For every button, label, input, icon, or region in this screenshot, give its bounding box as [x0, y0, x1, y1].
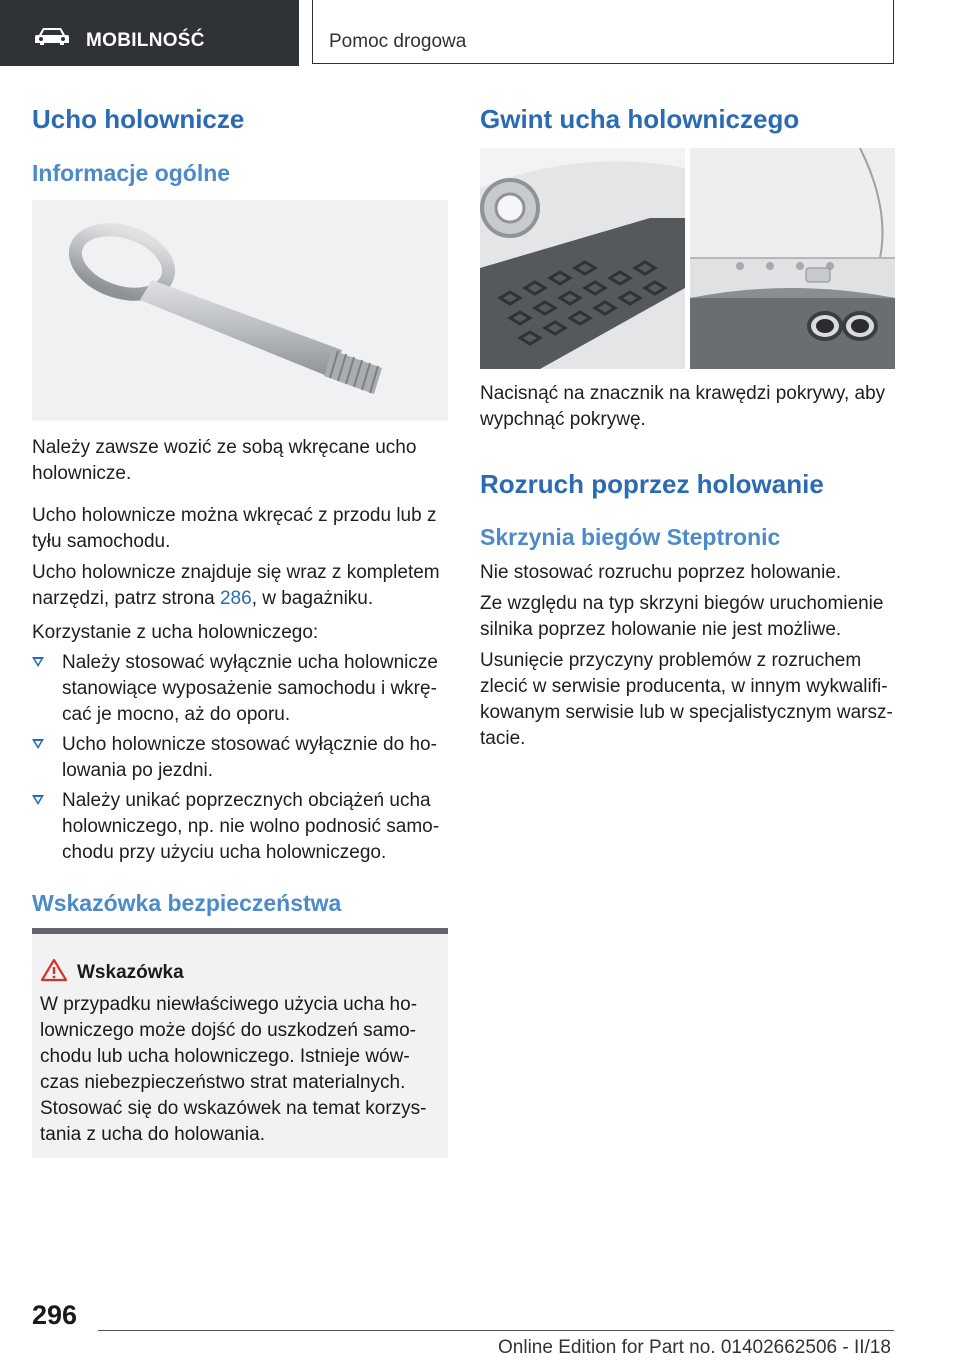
front-bumper-image: [480, 148, 685, 369]
header-chapter: [312, 0, 894, 64]
triangle-bullet-icon: [32, 657, 44, 667]
page-number: 296: [32, 1300, 78, 1330]
front-bumper-illustration: [480, 148, 685, 369]
warning-box: [32, 928, 448, 1158]
heading-tow-eye: Ucho holownicze: [32, 104, 245, 134]
paragraph-usage-intro: Korzystanie z ucha holowniczego:: [32, 622, 319, 643]
heading-thread: Gwint ucha holowniczego: [480, 104, 800, 134]
subheading-general-info: Informacje ogólne: [32, 160, 231, 186]
heading-tow-start: Rozruch poprzez holowanie: [480, 469, 824, 499]
tow-eye-image: [32, 200, 448, 421]
warning-body: W przypadku niewłaściwego użycia ucha holowniczego może dojść do uszkodzeń samochodu lub ucha holowniczego. Istnieje wówczas niebezpieczeństwo strat materialnych. Stosować się do wskazówek na temat korzystania z ucha do holowania.: [40, 994, 427, 1145]
warning-triangle-icon: [40, 958, 68, 982]
list-item: Należy stosować wyłącznie ucha holownicze stanowiące wyposażenie samochodu i wkręcać je mocno, aż do oporu.: [62, 650, 448, 728]
rear-bumper-image: [690, 148, 895, 369]
subheading-safety-note: Wskazówka bezpieczeństwa: [32, 890, 342, 916]
paragraph-transmission: Ze względu na typ skrzyni biegów uruchomienie silnika poprzez holowanie nie jest możliwe.: [480, 593, 884, 640]
paragraph-location: Ucho holownicze znajduje się wraz z kompletem narzędzi, patrz strona 286, w bagażniku.: [32, 562, 440, 609]
footer-edition: Online Edition for Part no. 01402662506 - II/18: [498, 1337, 891, 1358]
list-item: Ucho holownicze stosować wyłącznie do holowania po jezdni.: [62, 732, 448, 784]
paragraph-carry-always: Należy zawsze wozić ze sobą wkręcane ucho holownicze.: [32, 437, 417, 484]
footer-divider: [98, 1330, 894, 1331]
paragraph-service: Usunięcie przyczyny problemów z rozruchem zlecić w serwisie producenta, w innym wykwalifikowanym serwisie lub w specjalistycznym warsztacie.: [480, 650, 893, 749]
triangle-bullet-icon: [32, 795, 44, 805]
warning-title: Wskazówka: [77, 962, 184, 983]
header-section-tab: [0, 0, 299, 66]
car-icon: [34, 26, 70, 46]
list-item: Należy unikać poprzecznych obciążeń ucha holowniczego, np. nie wolno podnosić samochodu przy użyciu ucha holowniczego.: [62, 788, 448, 866]
paragraph-front-rear: Ucho holownicze można wkręcać z przodu lub z tyłu samochodu.: [32, 505, 437, 552]
subheading-steptronic: Skrzynia biegów Steptronic: [480, 524, 781, 550]
rear-bumper-illustration: [690, 148, 895, 369]
page-link[interactable]: 286: [219, 588, 252, 609]
paragraph-no-tow-start: Nie stosować rozruchu poprzez holowanie.: [480, 562, 842, 583]
tow-eye-illustration: [32, 200, 448, 421]
chapter-title: Pomoc drogowa: [329, 31, 467, 52]
triangle-bullet-icon: [32, 739, 44, 749]
paragraph-press-mark: Nacisnąć na znacznik na krawędzi pokrywy, aby wypchnąć pokrywę.: [480, 383, 886, 430]
section-title: MOBILNOŚĆ: [86, 30, 205, 51]
